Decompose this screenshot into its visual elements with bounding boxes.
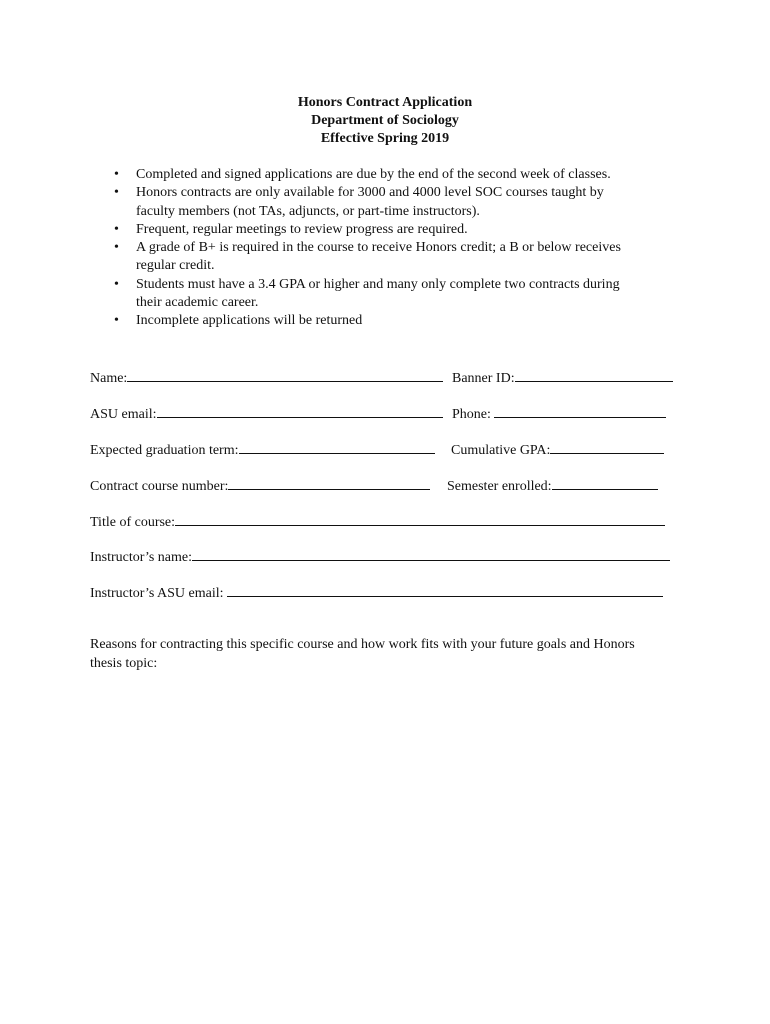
reasons-prompt-line2: thesis topic: [90, 656, 158, 671]
department-name: Department of Sociology [311, 113, 459, 128]
instructor-name-blank[interactable] [192, 545, 670, 561]
effective-term: Effective Spring 2019 [320, 131, 450, 146]
semester-enrolled-field[interactable] [447, 474, 658, 497]
expected-graduation-label: Expected graduation term: [90, 443, 239, 458]
phone-label: Phone: [452, 407, 491, 422]
instructor-email-row [90, 581, 680, 601]
list-item [110, 221, 670, 239]
list-item-text-continued: regular credit. [136, 258, 215, 274]
graduation-gpa-row [90, 438, 680, 458]
cumulative-gpa-label: Cumulative GPA: [451, 443, 551, 458]
instructor-email-blank[interactable] [227, 581, 663, 597]
expected-graduation-blank[interactable] [239, 438, 435, 454]
name-banner-row [90, 366, 680, 386]
semester-enrolled-blank[interactable] [552, 474, 658, 490]
list-item-text: Incomplete applications will be returned [136, 313, 363, 329]
list-item-text: A grade of B+ is required in the course to receive Honors credit; a B or below receives [136, 240, 621, 256]
list-item-text-continued: their academic career. [136, 295, 259, 311]
title-of-course-field[interactable] [90, 510, 665, 533]
name-label: Name: [90, 371, 128, 386]
name-blank[interactable] [127, 366, 443, 382]
document-header [0, 94, 770, 148]
list-item-text: Completed and signed applications are due by the end of the second week of classes. [136, 167, 611, 182]
reasons-prompt [90, 635, 690, 673]
course-semester-row [90, 474, 680, 494]
list-item [110, 239, 670, 276]
list-item-text: Students must have a 3.4 GPA or higher and many only complete two contracts during [136, 276, 620, 292]
bullet-icon: • [114, 185, 119, 201]
contract-course-number-field[interactable] [90, 474, 430, 497]
form-title: Honors Contract Application [297, 95, 473, 110]
instructor-email-field[interactable] [90, 581, 663, 604]
title-of-course-row [90, 510, 680, 530]
instructor-email-label: Instructor’s ASU email: [90, 586, 224, 601]
banner-id-label: Banner ID: [452, 371, 515, 386]
asu-email-field[interactable] [90, 402, 443, 425]
list-item [110, 184, 670, 221]
bullet-icon: • [114, 240, 119, 256]
instructor-name-row [90, 545, 680, 565]
list-item [110, 312, 670, 330]
title-of-course-label: Title of course: [90, 515, 176, 530]
instructor-name-field[interactable] [90, 545, 670, 568]
name-field[interactable] [90, 366, 443, 389]
list-item [110, 276, 670, 313]
list-item-text: Honors contracts are only available for 3000 and 4000 level SOC courses taught by [136, 185, 604, 201]
phone-field[interactable] [452, 402, 666, 425]
reasons-prompt-line1: Reasons for contracting this specific course and how work fits with your future goals and Honors [90, 637, 635, 652]
phone-blank[interactable] [494, 402, 666, 418]
expected-graduation-field[interactable] [90, 438, 435, 461]
banner-id-field[interactable] [452, 366, 673, 389]
cumulative-gpa-blank[interactable] [550, 438, 664, 454]
title-of-course-blank[interactable] [175, 510, 665, 526]
contract-course-number-blank[interactable] [228, 474, 430, 490]
cumulative-gpa-field[interactable] [451, 438, 664, 461]
asu-email-label: ASU email: [90, 407, 157, 422]
banner-id-blank[interactable] [515, 366, 673, 382]
email-phone-row [90, 402, 680, 422]
requirements-list [110, 166, 670, 331]
bullet-icon: • [114, 276, 119, 292]
bullet-icon: • [114, 167, 119, 182]
list-item-text: Frequent, regular meetings to review progress are required. [136, 221, 468, 237]
instructor-name-label: Instructor’s name: [90, 550, 192, 565]
list-item [110, 166, 670, 184]
bullet-icon: • [114, 313, 119, 329]
asu-email-blank[interactable] [157, 402, 443, 418]
contract-course-number-label: Contract course number: [90, 479, 229, 494]
semester-enrolled-label: Semester enrolled: [447, 479, 552, 494]
list-item-text-continued: faculty members (not TAs, adjuncts, or part-time instructors). [136, 203, 480, 219]
bullet-icon: • [114, 221, 119, 237]
